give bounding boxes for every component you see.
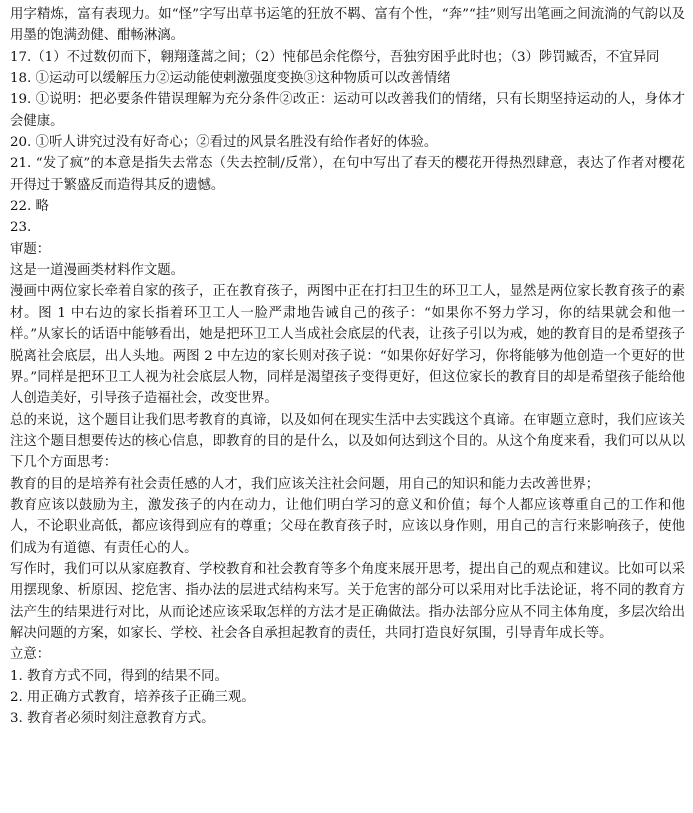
paragraph-summary: 总的来说，这个题目让我们思考教育的真谛，以及如何在现实生活中去实践这个真谛。在审题立意时，我们应该关注这个题目想要传达的核心信息，即教育的目的是什么，以及如何达到这个目的。从这个角度来看，我们可以从以下几个方面思考： (10, 412, 685, 471)
paragraph-point-1: 教育的目的是培养有社会责任感的人才，我们应该关注社会问题，用自己的知识和能力去改善世界； (10, 476, 600, 492)
section-heading-shenti: 审题： (10, 241, 51, 257)
paragraph-poem-analysis: 用字精炼，富有表现力。如“怪”字写出草书运笔的狂放不羁、富有个性，“奔”“挂”则写出笔画之间流淌的气韵以及用墨的饱满劲健、酣畅淋漓。 (10, 7, 685, 44)
thesis-item-2: 2. 用正确方式教育，培养孩子正确三观。 (10, 690, 255, 705)
answer-18: 18. ①运动可以缓解压力②运动能使剌激强度变换③这种物质可以改善情绪 (10, 71, 451, 87)
answer-19: 19. ①说明：把必要条件错误理解为充分条件②改正：运动可以改善我们的情绪，只有长期坚持运动的人，身体才会健康。 (10, 92, 685, 129)
answer-20: 20. ①听人讲究过没有好奇心；②看过的风景名胜没有给作者好的体验。 (10, 135, 438, 151)
answer-document (10, 4, 685, 730)
thesis-item-3: 3. 教育者必须时刻注意教育方式。 (10, 711, 215, 727)
paragraph-point-2: 教育应该以鼓励为主，激发孩子的内在动力，让他们明白学习的意义和价值；每个人都应该尊重自己的工作和他人，不论职业高低，都应该得到应有的尊重；父母在教育孩子时，应该以身作则，用自己的言行来影响孩子，使他们成为有道德、有责任心的人。 (10, 497, 685, 556)
answer-22: 22. 略 (10, 199, 49, 215)
paragraph-writing-advice: 写作时，我们可以从家庭教育、学校教育和社会教育等多个角度来展开思考，提出自己的观点和建议。比如可以采用摆现象、析原因、挖危害、指办法的层进式结构来写。关于危害的部分可以采用对比手法论证，将不同的教育方法产生的结果进行对比，从而论述应该采取怎样的方法才是正确做法。指办法部分应从不同主体角度，多层次给出解决问题的方案，如家长、学校、社会各自承担起教育的责任，共同打造良好氛围，引导青年成长等。 (10, 561, 685, 641)
paragraph-comic-description: 漫画中两位家长牵着自家的孩子，正在教育孩子，两图中正在打扫卫生的环卫工人，显然是两位家长教育孩子的素材。图 1 中右边的家长指着环卫工人一脸严肃地告诫自己的孩子：“如果你不努力学习，你的结果就会和他一样。”从家长的话语中能够看出，她是把环卫工人当成社会底层的代表，让孩子引以为戒，她的教育目的是希望孩子脱离社会底层，出人头地。两图 2 中左边的家长则对孩子说：“如果你好好学习，你将能够为他创造一个更好的世界。”同样是把环卫工人视为社会底层人物，同样是渴望孩子变得更好，但这位家长的教育目的却是希望孩子能给他人创造美好，引导孩子造福社会，改变世界。 (10, 284, 685, 407)
paragraph-topic-type: 这是一道漫画类材料作文题。 (10, 263, 185, 279)
section-heading-liyi: 立意： (10, 647, 51, 663)
answer-21: 21. “发了疯”的本意是指失去常态（失去控制/反常），在句中写出了春天的樱花开得热烈肆意，表达了作者对樱花开得过于繁盛反而造得其反的遗憾。 (10, 156, 685, 193)
answer-17: 17.（1）不过数仞而下，翱翔蓬蒿之间；（2）忳郁邑余侘傺兮，吾独穷困乎此时也；（3）陟罚臧否，不宜异同 (10, 49, 660, 65)
thesis-item-1: 1. 教育方式不同，得到的结果不同。 (10, 668, 228, 684)
answer-23-heading: 23. (10, 220, 32, 236)
